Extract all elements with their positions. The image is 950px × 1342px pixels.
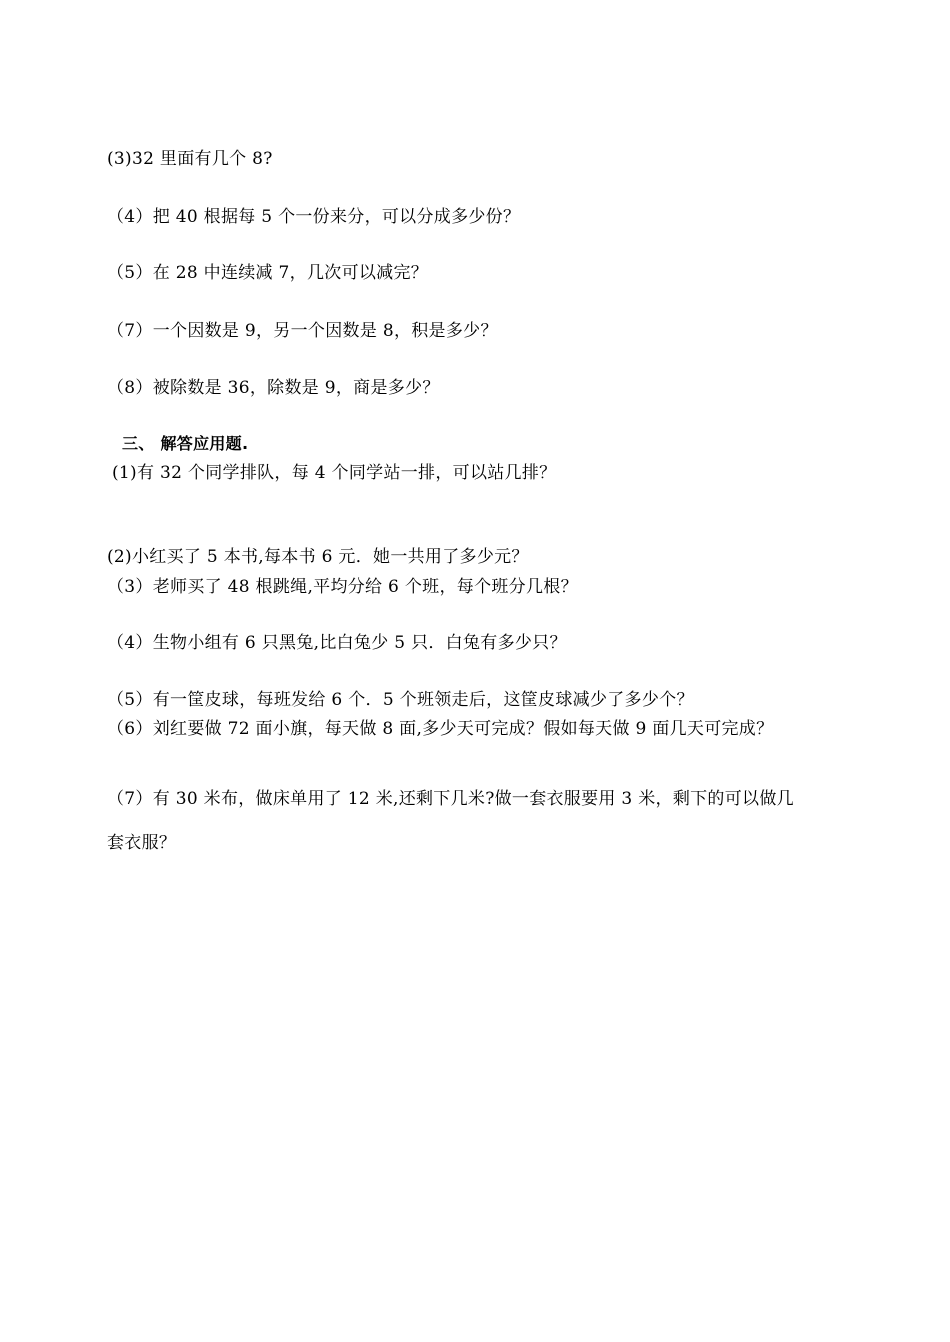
question-3-1: (1)有 32 个同学排队，每 4 个同学站一排，可以站几排？	[112, 463, 557, 483]
question-3-7-line1: （7）有 30 米布，做床单用了 12 米,还剩下几米?做一套衣服要用 3 米，剩下的可以做几	[107, 789, 794, 809]
question-3-5: （5）有一筐皮球，每班发给 6 个．5 个班领走后，这筐皮球减少了多少个？	[107, 690, 694, 710]
question-2-8: （8）被除数是 36，除数是 9，商是多少？	[107, 378, 440, 398]
question-2-5: （5）在 28 中连续减 7，几次可以减完？	[107, 263, 429, 283]
question-3-2: (2)小红买了 5 本书,每本书 6 元．她一共用了多少元？	[107, 547, 529, 567]
question-2-3: (3)32 里面有几个 8?	[107, 149, 273, 169]
question-3-7-line2: 套衣服？	[107, 833, 177, 853]
question-3-6: （6）刘红要做 72 面小旗，每天做 8 面,多少天可完成？假如每天做 9 面几天可完成？	[107, 719, 774, 739]
section-3-heading: 三、 解答应用题.	[122, 434, 249, 453]
question-3-3: （3）老师买了 48 根跳绳,平均分给 6 个班，每个班分几根？	[107, 577, 578, 597]
question-2-7: （7）一个因数是 9，另一个因数是 8，积是多少？	[107, 321, 498, 341]
question-3-4: （4）生物小组有 6 只黑兔,比白兔少 5 只．白兔有多少只？	[107, 633, 567, 653]
question-2-4: （4）把 40 根据每 5 个一份来分，可以分成多少份？	[107, 207, 521, 227]
